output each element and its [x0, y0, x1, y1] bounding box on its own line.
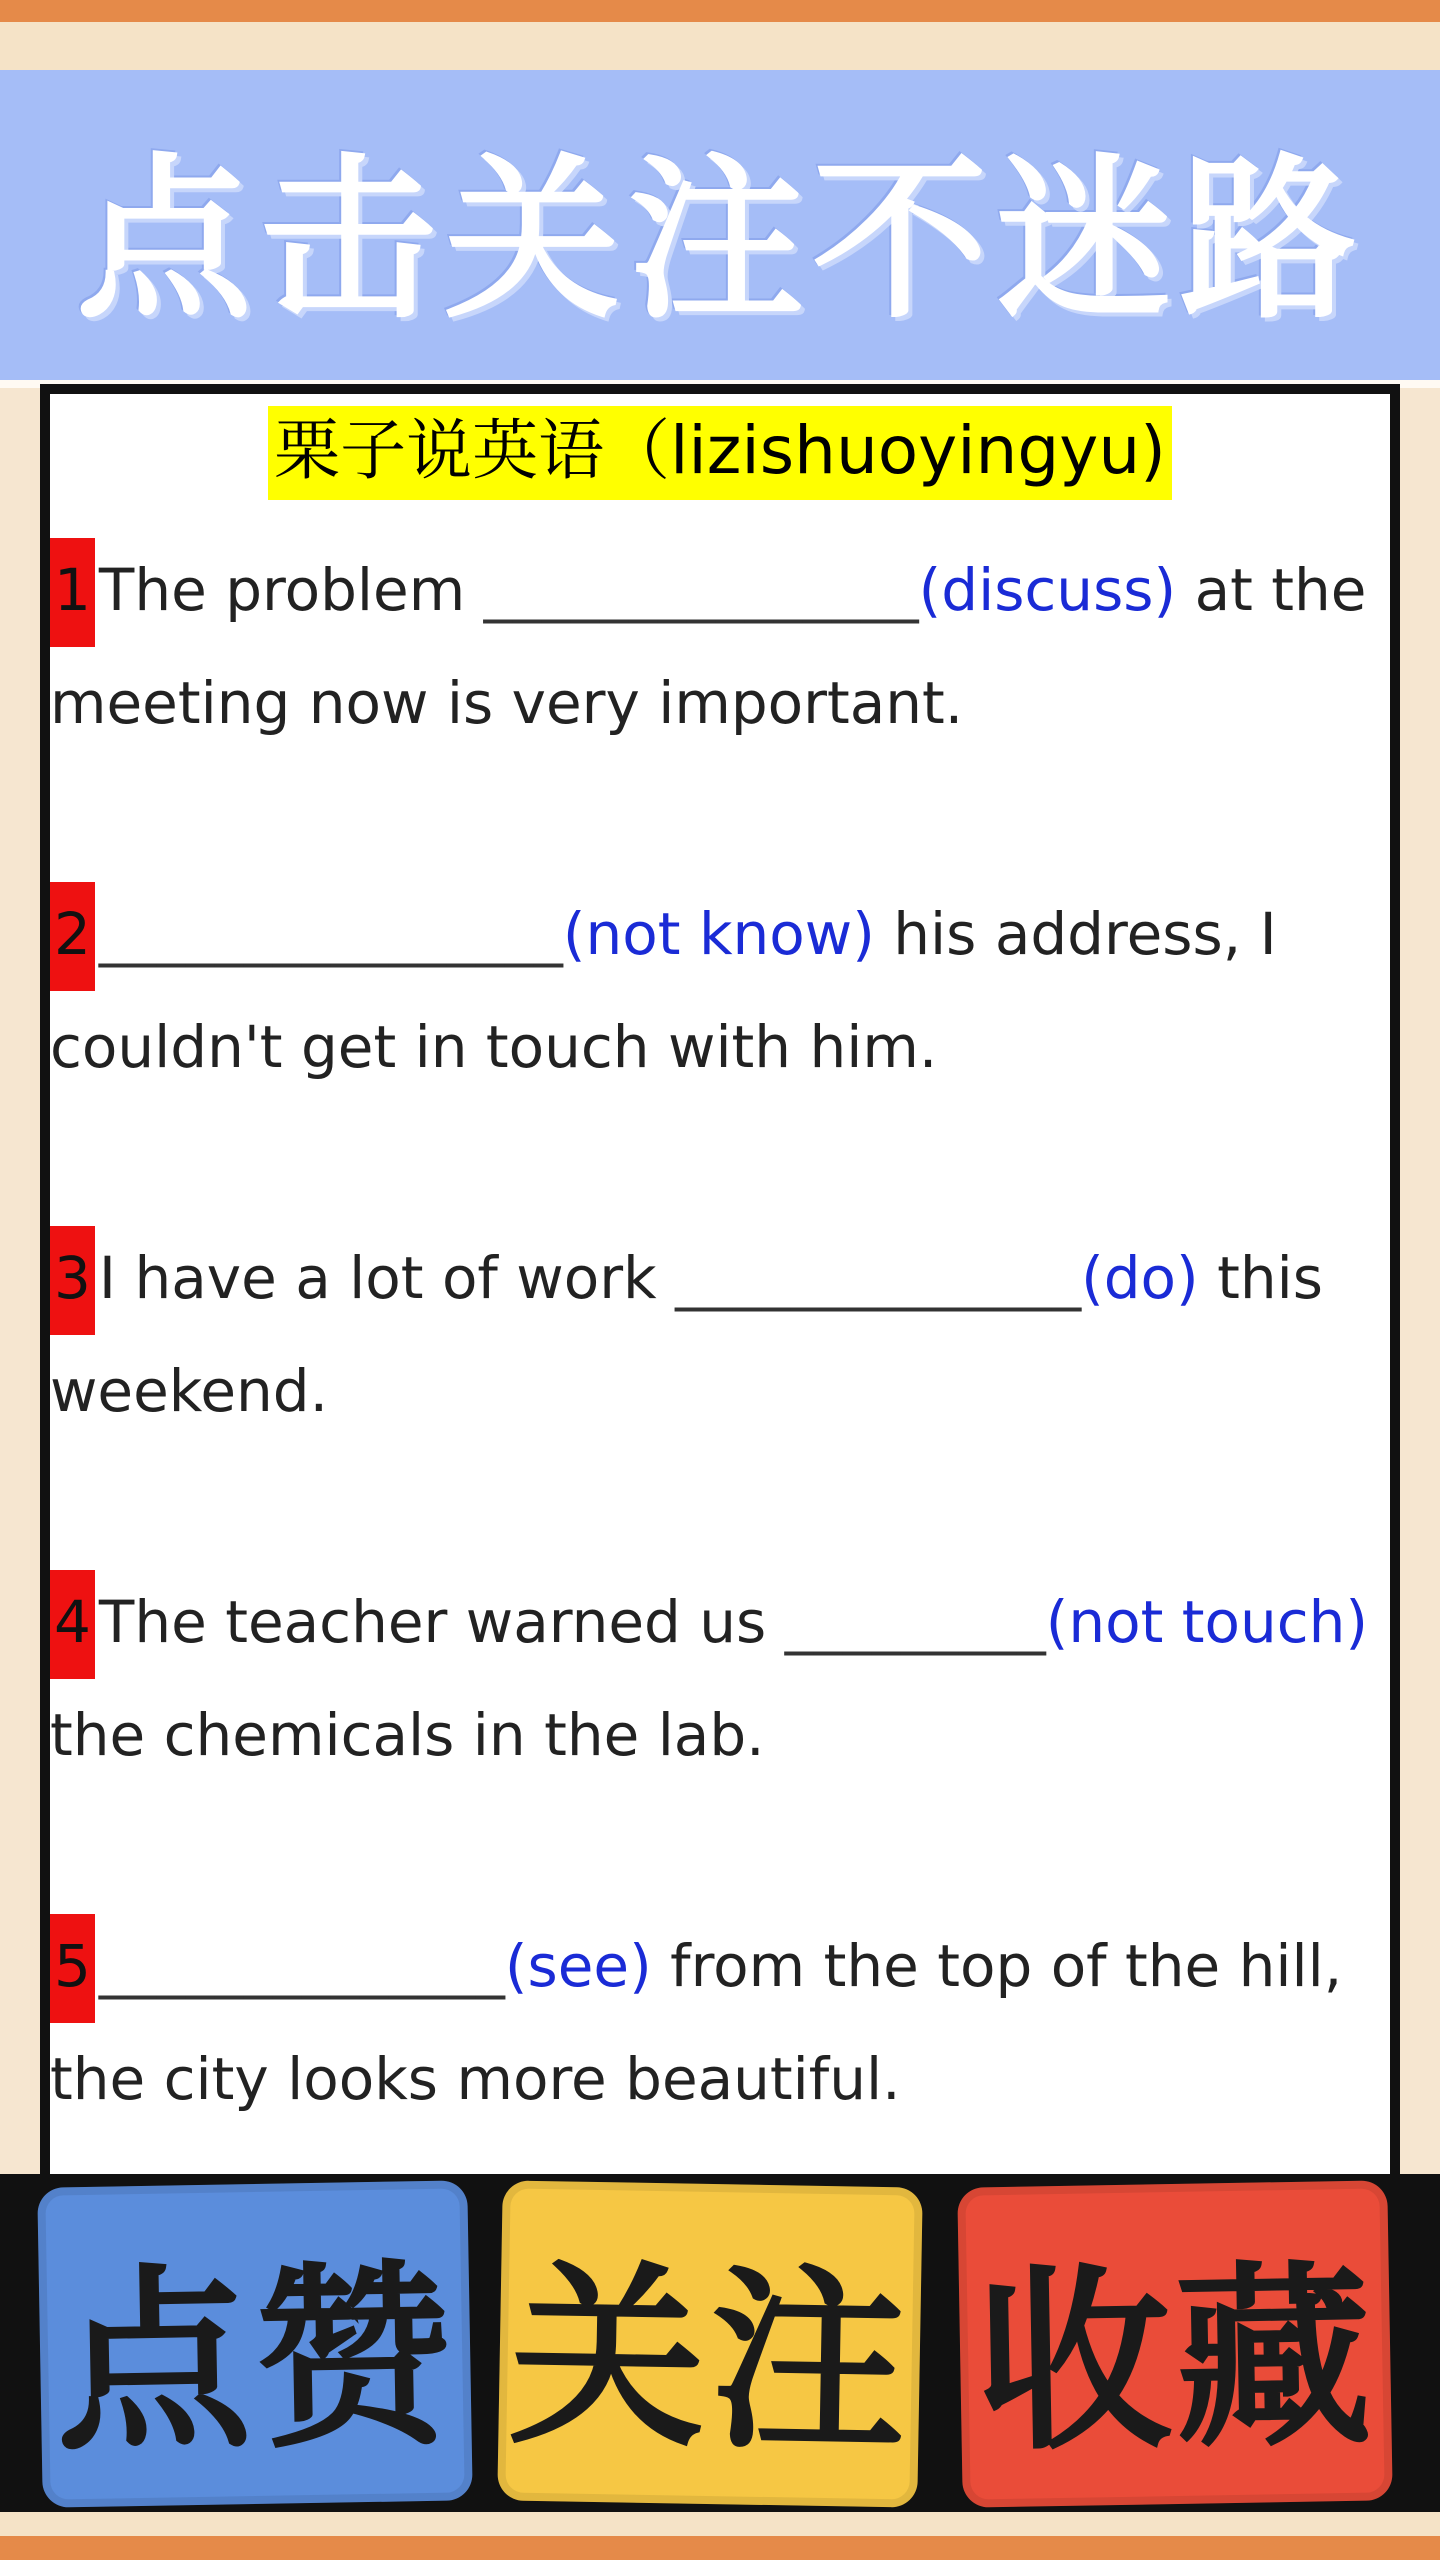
answer-blank: _______________ — [483, 556, 919, 624]
worksheet-card — [40, 384, 1400, 2184]
question-continuation: the chemicals in the lab. — [50, 1701, 765, 1769]
verb-hint: (not touch) — [1045, 1588, 1369, 1656]
banner-text: 点击关注不迷路 — [75, 137, 1364, 343]
question-line — [50, 534, 1390, 647]
verb-hint: (not know) — [562, 900, 875, 968]
answer-blank: ________________ — [98, 900, 563, 968]
question-number-badge: 2 — [50, 882, 95, 991]
verb-hint: (see) — [504, 1932, 652, 2000]
question-text: I have a lot of work — [98, 1244, 676, 1312]
question-continuation: meeting now is very important. — [50, 669, 964, 737]
favorite-label: 收藏 — [973, 2243, 1378, 2479]
favorite-button[interactable] — [957, 2180, 1393, 2507]
question-item — [50, 1566, 1390, 1792]
bottom-border — [0, 2512, 1440, 2536]
question-item — [50, 1222, 1390, 1448]
question-number-badge: 1 — [50, 538, 95, 647]
question-text: from the top of the hill, — [651, 1932, 1343, 2000]
top-stripe — [0, 0, 1440, 22]
question-text: his address, I — [874, 900, 1277, 968]
question-item — [50, 878, 1390, 1104]
question-line — [50, 1222, 1390, 1335]
verb-hint: (discuss) — [918, 556, 1177, 624]
like-label: 点赞 — [53, 2243, 458, 2479]
question-line — [50, 1566, 1390, 1679]
bottom-stripe — [0, 2536, 1440, 2560]
follow-banner — [0, 70, 1440, 380]
question-text: this — [1198, 1244, 1323, 1312]
follow-button[interactable] — [497, 2180, 923, 2507]
question-number-badge: 5 — [50, 1914, 95, 2023]
question-continuation: weekend. — [50, 1357, 329, 1425]
question-continuation: couldn't get in touch with him. — [50, 1013, 938, 1081]
question-line — [50, 878, 1390, 991]
follow-label: 关注 — [507, 2243, 912, 2479]
question-line — [50, 1910, 1390, 2023]
question-text: The teacher warned us — [98, 1588, 785, 1656]
like-button[interactable] — [37, 2180, 473, 2507]
question-continuation: the city looks more beautiful. — [50, 2045, 901, 2113]
question-text: at the — [1176, 556, 1367, 624]
answer-blank: ______________ — [98, 1932, 505, 2000]
verb-hint: (do) — [1081, 1244, 1199, 1312]
answer-blank: _________ — [784, 1588, 1046, 1656]
question-text: The problem — [98, 556, 484, 624]
answer-blank: ______________ — [675, 1244, 1082, 1312]
worksheet-title: 栗子说英语（lizishuoyingyu) — [268, 406, 1172, 500]
question-number-badge: 3 — [50, 1226, 95, 1335]
question-item — [50, 534, 1390, 760]
question-number-badge: 4 — [50, 1570, 95, 1679]
title-row — [50, 406, 1390, 500]
question-list — [50, 534, 1390, 2254]
top-border — [0, 22, 1440, 70]
question-item — [50, 1910, 1390, 2136]
